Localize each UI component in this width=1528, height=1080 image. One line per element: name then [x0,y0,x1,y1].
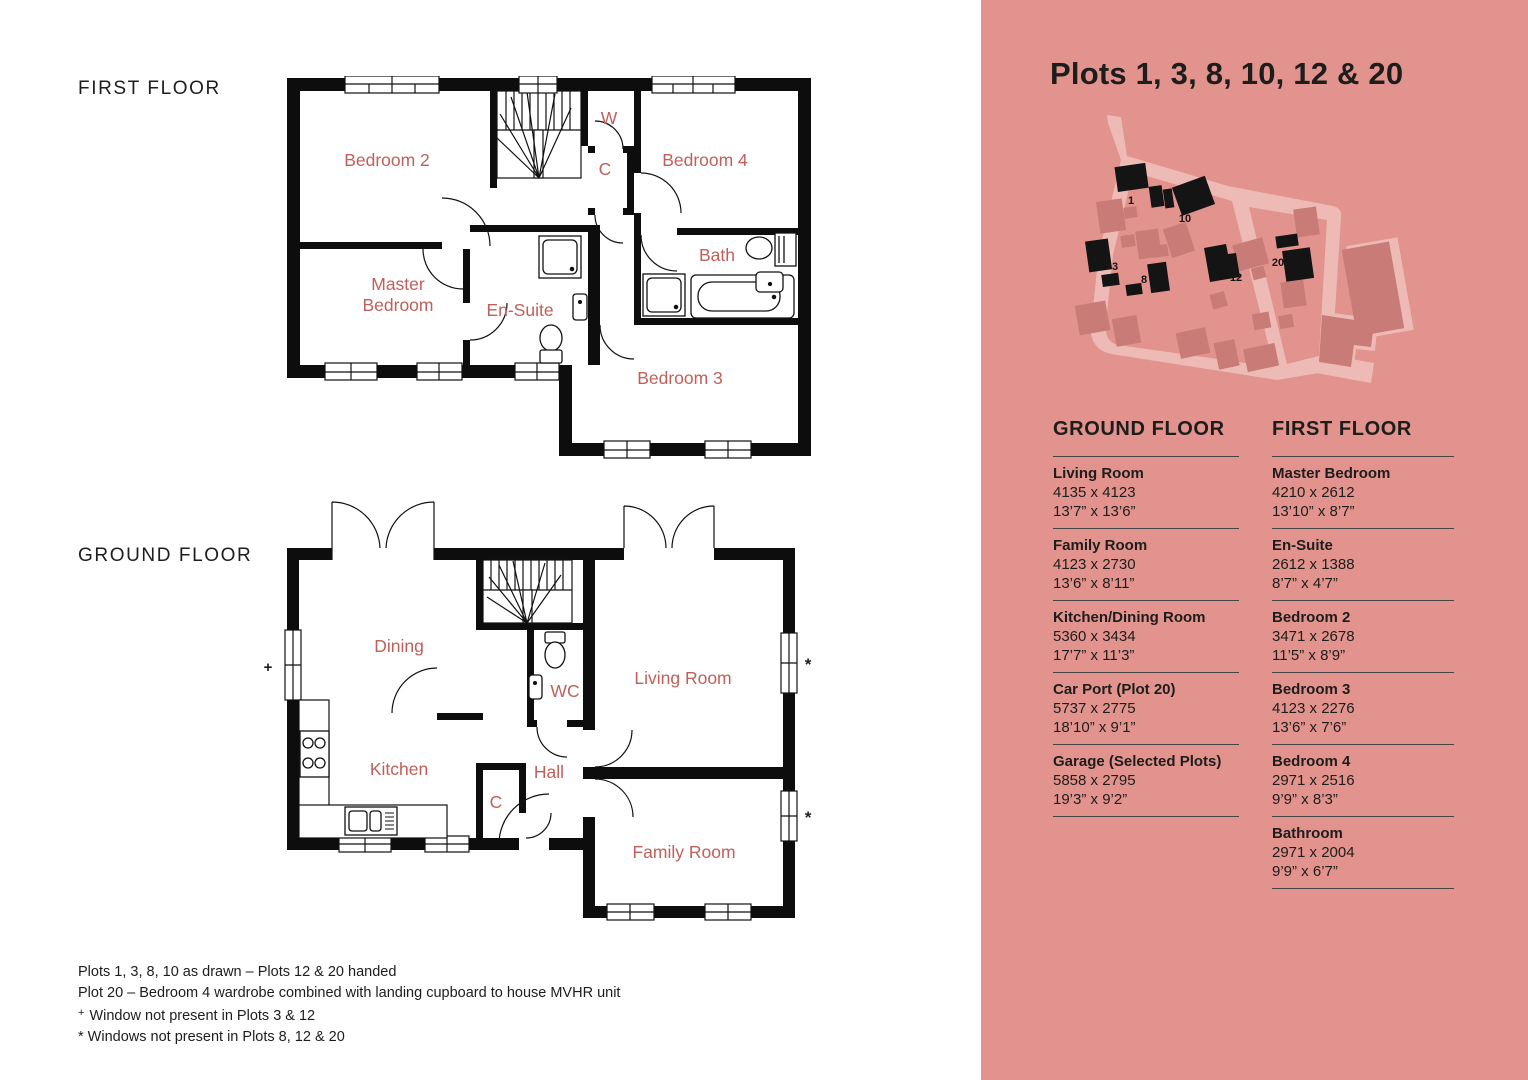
window [519,76,557,93]
info-panel [981,0,1528,1080]
room-spec: Bathroom 2971 x 2004 9’9” x 6’7” [1272,825,1355,880]
room-spec: Bedroom 2 3471 x 2678 11’5” x 8’9” [1272,609,1355,664]
room-spec: Car Port (Plot 20) 5737 x 2775 18’10” x 9’1” [1053,681,1176,736]
room-label-bedroom4: Bedroom 4 [662,150,748,170]
room-label-bedroom3: Bedroom 3 [637,368,723,388]
bath-basin-icon [756,272,783,292]
room-label-wardrobe: W [600,108,618,128]
room-label-wc: WC [550,681,580,701]
first-floor-column [1272,418,1454,889]
room-spec: Bedroom 3 4123 x 2276 13’6” x 7’6” [1272,681,1355,736]
ground-floor-plan [257,460,832,925]
room-label-dining: Dining [374,636,424,656]
note-line: * Windows not present in Plots 8, 12 & 20 [78,1028,345,1045]
ensuite-toilet-icon [540,325,562,363]
window [705,904,751,920]
room-label-living: Living Room [634,668,732,688]
window [652,76,735,93]
room-spec: Living Room 4135 x 4123 13’7” x 13’6” [1053,465,1144,520]
room-label-master-1: Master [371,274,425,294]
wc-basin-icon [529,675,542,699]
room-spec: Bedroom 4 2971 x 2516 9’9” x 8’3” [1272,753,1355,808]
sink-icon [345,807,397,835]
window [515,363,559,380]
ground-floor-column-heading: GROUND FLOOR [1053,418,1225,440]
plot-label-10: 10 [1178,213,1192,225]
window [705,441,751,458]
room-label-cupboard-gf: C [489,792,503,812]
ensuite-basin-icon [573,294,587,320]
plot-label-8: 8 [1140,274,1148,286]
window [325,363,377,380]
wc-toilet-icon [545,632,565,668]
window [781,633,797,693]
site-plan [1036,115,1466,410]
ground-floor-column [1053,418,1239,817]
window [781,791,797,841]
plot-label-12: 12 [1229,272,1243,284]
note-line: + Window not present in Plots 3 & 12 [78,1007,316,1024]
window [607,904,654,920]
room-label-ensuite: En-Suite [486,300,554,320]
divider [1053,816,1239,817]
first-floor-heading: FIRST FLOOR [78,78,221,99]
plus-symbol: + [263,659,273,676]
window [417,363,462,380]
room-label-hall: Hall [533,762,565,782]
note-line: Plots 1, 3, 8, 10 as drawn – Plots 12 & 20 handed [78,964,397,980]
plot-label-20: 20 [1271,257,1285,269]
room-spec: Kitchen/Dining Room 5360 x 3434 17’7” x 11’3” [1053,609,1206,664]
room-spec: Family Room 4123 x 2730 13’6” x 8’11” [1053,537,1148,592]
room-spec: En-Suite 2612 x 1388 8’7” x 4’7” [1272,537,1355,592]
staircase [483,560,572,623]
note-line: Plot 20 – Bedroom 4 wardrobe combined with landing cupboard to house MVHR unit [78,984,621,1001]
french-doors-living [624,506,714,560]
plan-notes [78,962,620,1047]
room-label-kitchen: Kitchen [369,759,429,779]
ground-floor-heading: GROUND FLOOR [78,545,253,566]
plot-label-3: 3 [1111,261,1119,273]
french-doors-dining [332,502,434,560]
room-label-master-2: Bedroom [362,295,434,315]
room-label-family: Family Room [632,842,736,862]
divider [1272,888,1454,889]
plot-label-1: 1 [1127,195,1135,207]
room-spec: Garage (Selected Plots) 5858 x 2795 19’3” x 9’2” [1053,753,1222,808]
panel-title: Plots 1, 3, 8, 10, 12 & 20 [1050,56,1404,91]
bath-shower-icon [643,274,685,316]
window [345,76,439,93]
window [604,441,650,458]
room-label-cupboard-ff: C [598,159,612,179]
room-label-bedroom2: Bedroom 2 [344,150,430,170]
first-floor-column-heading: FIRST FLOOR [1272,418,1412,440]
window [285,630,301,700]
bath-toilet-icon [746,233,796,266]
room-spec: Master Bedroom 4210 x 2612 13’10” x 8’7” [1272,465,1391,520]
room-label-bath: Bath [699,245,735,265]
ensuite-shower-icon [539,236,581,278]
first-floor-plan [287,76,811,460]
asterisk-symbol-family: * [804,808,812,827]
asterisk-symbol-living: * [804,655,812,674]
front-door-opening [519,838,549,850]
stove-icon [300,731,329,777]
staircase [497,91,581,178]
